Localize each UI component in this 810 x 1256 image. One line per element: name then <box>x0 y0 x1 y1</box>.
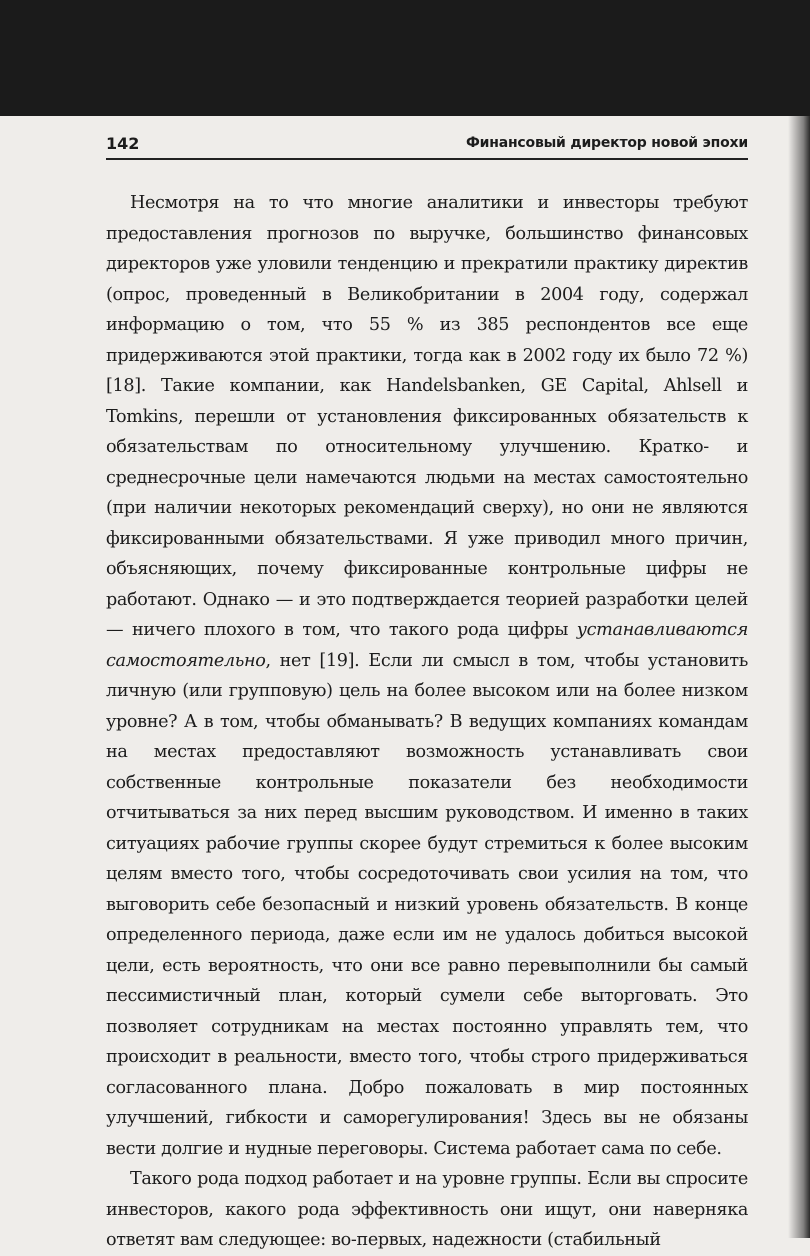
scan-right-shadow <box>788 116 810 1238</box>
page-header <box>106 134 748 160</box>
paragraph-1 <box>106 188 748 1164</box>
running-title: Финансовый директор новой эпохи <box>465 135 748 151</box>
paragraph-1-italic: устанавливаются самостоятельно <box>106 620 748 671</box>
body-text <box>106 188 748 1256</box>
paragraph-2: Такого рода подход работает и на уровне группы. Если вы спросите инвесторов, какого рода эффективность они ищут, они наверняка ответят вам следующее: во-первых, надежности (стабильный <box>106 1169 748 1250</box>
book-page <box>0 116 810 1250</box>
paragraph-1-part-1: Несмотря на то что многие аналитики и инвесторы требуют предоставления прогнозов по выручке, большинство финансовых директоров уже уловили тенденцию и прекратили практику директив (опрос, проведенный в Великобритании в 2004 году, содержал информацию о том, что 55 % из 385 респондентов все еще придерживаются этой практики, тогда как в 2002 году их было 72 %) [18]. Такие компании, как Handelsbanken, GE Capital, Ahlsell и Tomkins, перешли от установления фиксированных обязательств к обязательствам по относительному улучшению. Кратко- и среднесрочные цели намечаются людьми на местах самостоятельно (при наличии некоторых рекомендаций сверху), но они не являются фиксированными обязательствами. Я уже приводил много причин, объясняющих, почему фиксированные контрольные цифры не работают. Однако — и это подтверждается теорией разработки целей — ничего плохого в том, что такого рода цифры <box>106 193 748 640</box>
paragraph-1-part-2: , нет [19]. Если ли смысл в том, чтобы установить личную (или групповую) цель на более высоком или на более низком уровне? А в том, чтобы обманывать? В ведущих компаниях командам на местах предоставляют возможность устанавливать свои собственные контрольные показатели без необходимости отчитываться за них перед высшим руководством. И именно в таких ситуациях рабочие группы скорее будут стремиться к более высоким целям вместо того, чтобы сосредоточивать свои усилия на том, что выговорить себе безопасный и низкий уровень обязательств. В конце определенного периода, даже если им не удалось добиться высокой цели, есть вероятность, что они все равно перевыполнили бы самый пессимистичный план, который сумели себе выторговать. Это позволяет сотрудникам на местах постоянно управлять тем, что происходит в реальности, вместо того, чтобы строго придерживаться согласованного плана. Добро пожаловать в мир постоянных улучшений, гибкости и саморегулирования! Здесь вы не обязаны вести долгие и нудные переговоры. Система работает сама по себе. <box>106 650 748 1159</box>
page-number: 142 <box>106 134 140 153</box>
scan-top-border <box>0 0 810 116</box>
